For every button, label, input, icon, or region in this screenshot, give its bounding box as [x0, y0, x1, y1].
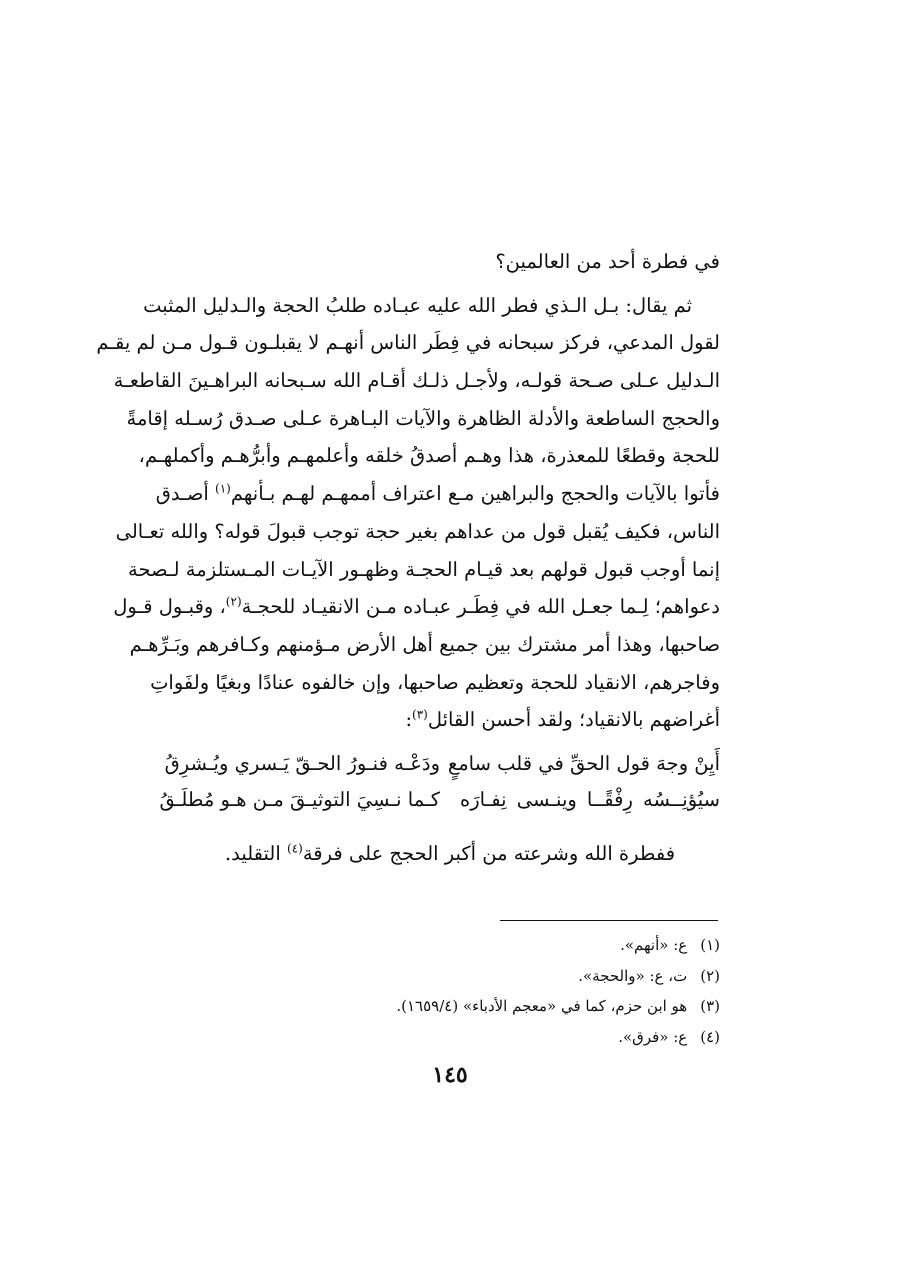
footnote-4-number: (٤): [700, 1027, 720, 1046]
verse-1-first-hemistich: أَيِنْ وجهَ قول الحقِّ في قلب سامعٍ: [447, 752, 720, 775]
conclusion-line: [180, 836, 720, 872]
footnote-marker-1: (١): [215, 481, 231, 496]
verse-2-first-hemistich: سيُؤنِــسُه رِفْقًــا وينـسى نِفـارَه: [460, 788, 720, 811]
text-line-7: الناس، فكيف يُقبل قول من عداهم بغير حجة توجب قبولَ قوله؟ والله تعـالى: [115, 519, 720, 543]
conclusion-text-after: التقليد.: [224, 842, 287, 865]
footnote-4: [180, 1022, 720, 1053]
page-number: ١٤٥: [432, 1062, 468, 1088]
footnote-marker-3: (٣): [412, 707, 428, 722]
text-line-6-tail: أصـدق: [155, 482, 209, 506]
main-text: [96, 243, 720, 739]
opening-line: في فطرة أحد من العالمين؟: [495, 250, 720, 273]
footnote-3-number: (٣): [700, 997, 720, 1015]
text-line-3: الـدليل عـلى صـحة قولـه، ولأجـل ذلـك أقـام الله سـبحانه البراهـينَ القاطعـة: [113, 369, 720, 393]
footnote-marker-4: (٤): [287, 841, 303, 856]
text-line-11: وفاجرهم، الانقياد للحجة وتعظيم صاحبها، وإن خالفوه عنادًا وبغيًا ولفَواتِ: [150, 670, 720, 694]
footnote-1-number: (١): [700, 936, 720, 954]
poem-verse-1: [164, 746, 720, 782]
verse-1-second-hemistich: ودَعْـه فنـورُ الحـقّ يَـسري ويُـشرِقُ: [164, 752, 440, 775]
text-line-9: [113, 588, 720, 626]
footnotes: [180, 930, 720, 1052]
text-line-4: والحجج الساطعة والأدلة الظاهرة والآيات البـاهرة عـلى صـدق رُسـله إقامةً: [126, 406, 720, 430]
text-line-12: [180, 701, 720, 739]
verse-2-second-hemistich: كـما نـسِيَ التوثيـقَ مـن هـو مُطلَـقُ: [159, 788, 440, 811]
footnote-2-text: ت، ع: «والحجة».: [578, 966, 688, 985]
text-line-6-main: فأتوا بالآيات والحجج والبراهين مـع اعتراف أممهـم لهـم بـأنهم: [230, 482, 720, 506]
poem-verse-2: [159, 782, 720, 818]
footnote-marker-2: (٢): [225, 594, 242, 609]
text-line-9-main: دعواهم؛ لِـما جعـل الله في فِطَـر عبـاده مـن الانقيـاد للحجـة: [241, 595, 720, 619]
text-line-12-tail: :: [405, 708, 413, 732]
footnote-4-text: ع: «فرق».: [618, 1027, 688, 1046]
text-line-10: صاحبها، وهذا أمر مشترك بين جميع أهل الأرض مـؤمنهم وكـافرهم وبَـرِّهـم: [129, 632, 720, 656]
footnote-2-number: (٢): [700, 966, 720, 985]
footnote-1-text: ع: «أنهم».: [620, 936, 688, 954]
text-line-8: إنما أوجب قبول قولهم بعد قيـام الحجـة وظهـور الآيـات المـستلزمة لـصحة: [128, 557, 720, 581]
conclusion-text-before: ففطرة الله وشرعته من أكبر الحجج على فرقة: [302, 842, 676, 865]
poem: [159, 746, 720, 818]
footnote-3: [180, 991, 720, 1022]
footnote-divider: [500, 920, 718, 921]
text-line-12-main: أغراضهم بالانقياد؛ ولقد أحسن القائل: [427, 708, 720, 732]
footnote-2: [180, 961, 720, 992]
footnote-3-text: هو ابن حزم، كما في «معجم الأدباء» (١٦٥٩/٤).: [396, 997, 688, 1015]
text-line-2: لقول المدعي، فركز سبحانه في فِطَر الناس أنهـم لا يقبلـون قـول مـن لم يقـم: [96, 331, 720, 355]
footnote-1: [180, 930, 720, 961]
text-line-5: للحجة وقطعًا للمعذرة، هذا وهـم أصدقُ خلقه وأعلمهـم وأبرُّهـم وأكملهـم،: [138, 444, 720, 468]
text-line-1: ثم يقال: بـل الـذي فطر الله عليه عبـاده طلبُ الحجة والـدليل المثبت: [143, 293, 692, 317]
text-line-9-tail: ، وقبـول قـول: [113, 595, 226, 619]
text-line-6: [155, 475, 720, 513]
